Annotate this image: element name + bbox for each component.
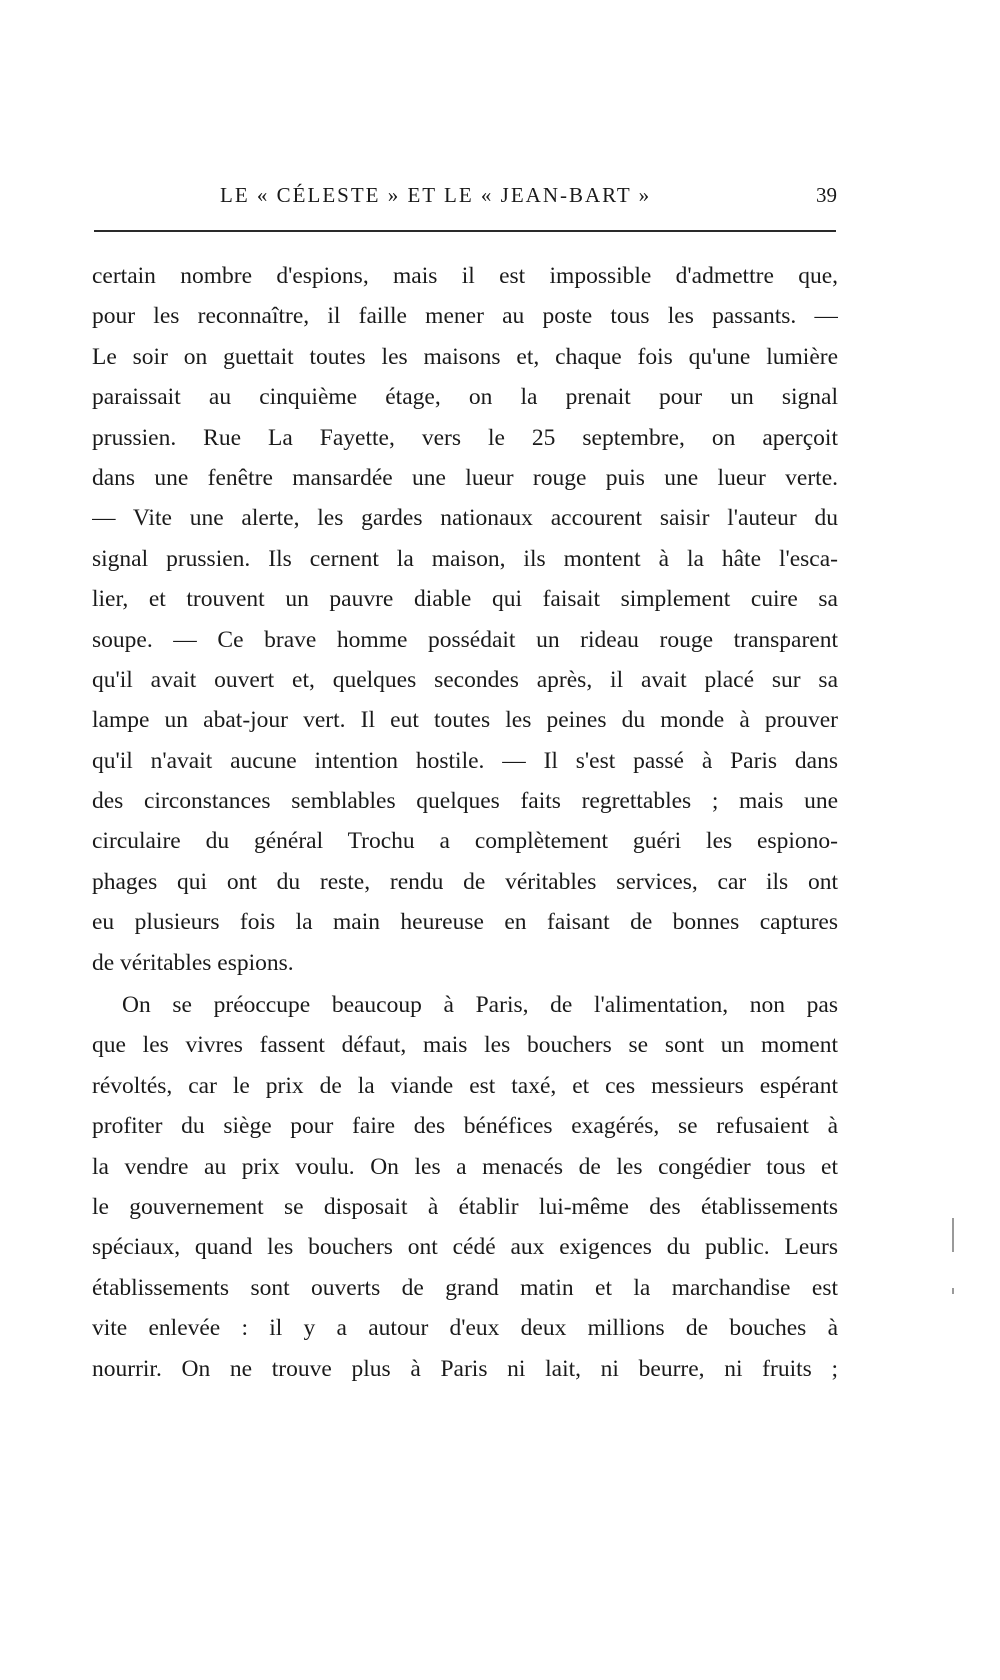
text-line: paraissait au cinquième étage, on la prenait pour un signal bbox=[92, 384, 838, 411]
header-rule bbox=[94, 230, 836, 232]
text-line: lampe un abat-jour vert. Il eut toutes les peines du monde à prouver bbox=[92, 707, 838, 734]
text-line: pour les reconnaître, il faille mener au poste tous les passants. — bbox=[92, 303, 838, 330]
text-line: certain nombre d'espions, mais il est impossible d'admettre que, bbox=[92, 263, 838, 289]
text-line: On se préoccupe beaucoup à Paris, de l'alimentation, non pas bbox=[122, 992, 838, 1019]
text-line: lier, et trouvent un pauvre diable qui faisait simplement cuire sa bbox=[92, 586, 838, 613]
paragraph-1 bbox=[92, 256, 838, 983]
running-head bbox=[92, 183, 837, 215]
text-line: la vendre au prix voulu. On les a menacés de les congédier tous et bbox=[92, 1153, 838, 1180]
body-text bbox=[92, 256, 838, 1389]
text-line: que les vivres fassent défaut, mais les bouchers se sont un moment bbox=[92, 1032, 838, 1059]
text-line: signal prussien. Ils cernent la maison, ils montent à la hâte l'esca- bbox=[92, 545, 838, 572]
text-line: circulaire du général Trochu a complètement guéri les espiono- bbox=[92, 828, 838, 855]
text-line: établissements sont ouverts de grand matin et la marchandise est bbox=[92, 1274, 838, 1301]
margin-mark bbox=[952, 1218, 954, 1252]
text-line: phages qui ont du reste, rendu de véritables services, car ils ont bbox=[92, 868, 838, 895]
text-line: nourrir. On ne trouve plus à Paris ni lait, ni beurre, ni fruits ; bbox=[92, 1355, 838, 1382]
text-line: dans une fenêtre mansardée une lueur rouge puis une lueur verte. bbox=[92, 464, 838, 491]
text-line: le gouvernement se disposait à établir lui-même des établissements bbox=[92, 1193, 838, 1220]
text-line: qu'il avait ouvert et, quelques secondes après, il avait placé sur sa bbox=[92, 666, 838, 693]
text-line: Le soir on guettait toutes les maisons et, chaque fois qu'une lumière bbox=[92, 343, 838, 370]
text-line: qu'il n'avait aucune intention hostile. — Il s'est passé à Paris dans bbox=[92, 747, 838, 774]
text-line: eu plusieurs fois la main heureuse en faisant de bonnes captures bbox=[92, 909, 838, 936]
text-line: des circonstances semblables quelques faits regrettables ; mais une bbox=[92, 788, 838, 815]
text-line: vite enlevée : il y a autour d'eux deux millions de bouches à bbox=[92, 1315, 838, 1342]
text-line: révoltés, car le prix de la viande est taxé, et ces messieurs espérant bbox=[92, 1072, 838, 1099]
paragraph-2 bbox=[92, 985, 838, 1389]
text-line: — Vite une alerte, les gardes nationaux accourent saisir l'auteur du bbox=[92, 505, 838, 532]
margin-mark bbox=[952, 1288, 954, 1294]
text-line: prussien. Rue La Fayette, vers le 25 septembre, on aperçoit bbox=[92, 424, 838, 451]
text-line: profiter du siège pour faire des bénéfices exagérés, se refusaient à bbox=[92, 1113, 838, 1140]
text-line: spéciaux, quand les bouchers ont cédé aux exigences du public. Leurs bbox=[92, 1234, 838, 1261]
text-line: de véritables espions. bbox=[92, 949, 294, 976]
page-number: 39 bbox=[816, 183, 837, 207]
text-line: soupe. — Ce brave homme possédait un rideau rouge transparent bbox=[92, 626, 838, 653]
running-title: LE « CÉLESTE » ET LE « JEAN-BART » bbox=[220, 183, 652, 207]
